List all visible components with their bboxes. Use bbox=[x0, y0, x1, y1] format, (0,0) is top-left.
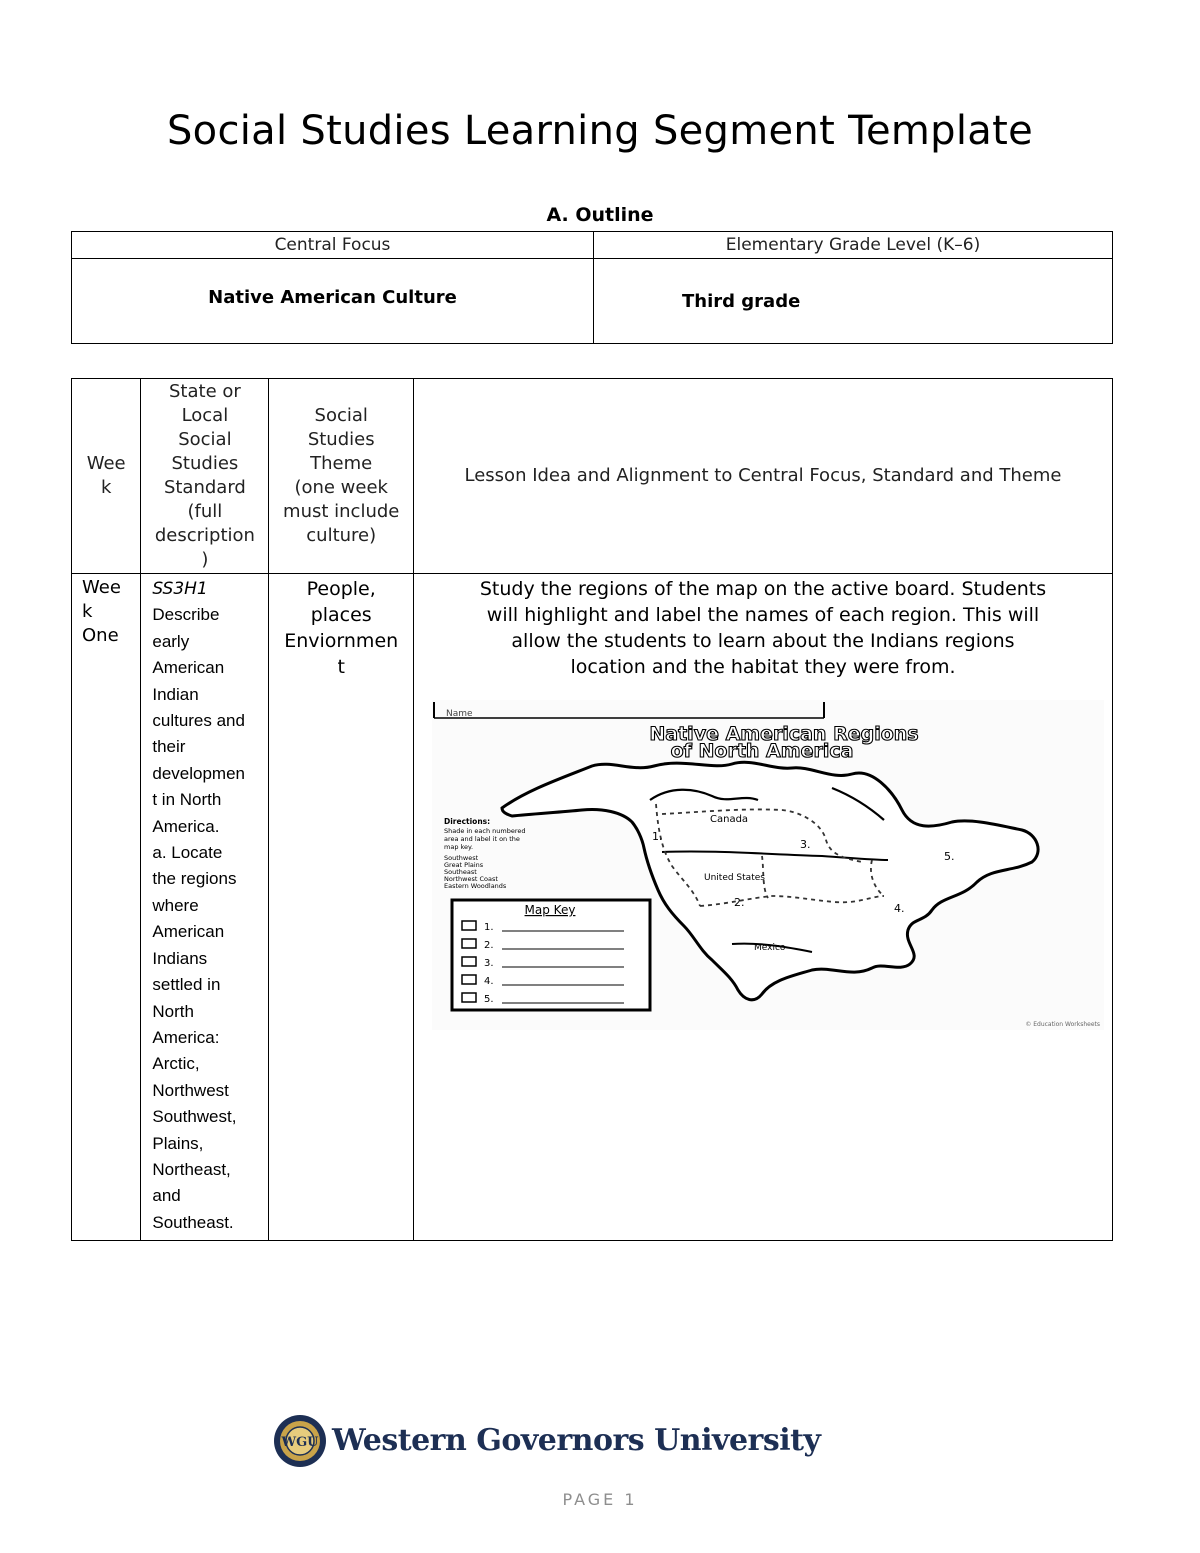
grade-level-value: Third grade bbox=[594, 259, 1113, 344]
week-header bbox=[72, 379, 141, 574]
map-region-name: Great Plains bbox=[444, 861, 484, 869]
standard-line: Northwest bbox=[152, 1080, 229, 1100]
seal-monogram: WGU bbox=[281, 1435, 319, 1450]
lesson-line: allow the students to learn about the Indians regions bbox=[511, 630, 1015, 652]
map-key-item: 2. bbox=[484, 940, 494, 951]
standard-header-line: Local bbox=[181, 405, 229, 426]
standard-line: American bbox=[152, 658, 225, 678]
lesson-header: Lesson Idea and Alignment to Central Focus, Standard and Theme bbox=[414, 379, 1113, 574]
standard-description bbox=[152, 602, 264, 1236]
standard-line: Indian bbox=[152, 684, 199, 704]
map-key-item: 4. bbox=[484, 976, 494, 987]
standard-line: the regions bbox=[152, 869, 237, 889]
region-number: 4. bbox=[894, 902, 905, 915]
map-credit: © Education Worksheets bbox=[1025, 1021, 1100, 1028]
week-cell-line: k bbox=[82, 601, 93, 622]
standard-line: Northeast, bbox=[152, 1159, 231, 1179]
standard-header-line: Standard bbox=[163, 477, 246, 498]
map-name-label: Name bbox=[446, 709, 473, 719]
learning-segment-table bbox=[71, 378, 1113, 1241]
section-heading: A. Outline bbox=[546, 204, 654, 226]
university-logo bbox=[272, 1413, 892, 1473]
standard-line: America. bbox=[152, 816, 220, 836]
map-region-name: Southwest bbox=[444, 854, 479, 862]
standard-line: cultures and bbox=[152, 711, 245, 731]
standard-header-line: description bbox=[154, 525, 255, 546]
map-key-item: 5. bbox=[484, 994, 494, 1005]
standard-header-line: State or bbox=[169, 381, 241, 402]
standard-line: Indians bbox=[152, 948, 208, 968]
theme-header-line: must include bbox=[283, 501, 400, 522]
page-number: PAGE 1 bbox=[562, 1490, 638, 1509]
standard-line: Southeast. bbox=[152, 1212, 234, 1232]
theme-header-line: (one week bbox=[294, 477, 388, 498]
lesson-line: Study the regions of the map on the active board. Students bbox=[479, 578, 1047, 600]
country-label-usa: United States bbox=[704, 873, 765, 883]
map-region-name: Northwest Coast bbox=[444, 875, 498, 883]
standard-line: settled in bbox=[152, 975, 221, 995]
standard-line: America: bbox=[152, 1027, 220, 1047]
standard-line: Southwest, bbox=[152, 1107, 237, 1127]
standard-line: developmen bbox=[152, 763, 245, 783]
region-number: 5. bbox=[944, 850, 955, 863]
map-region-name: Southeast bbox=[444, 868, 477, 876]
map-directions-line: map key. bbox=[444, 843, 474, 851]
map-region-name: Eastern Woodlands bbox=[444, 882, 507, 890]
theme-header-line: Studies bbox=[307, 429, 375, 450]
university-seal-icon bbox=[272, 1413, 328, 1469]
map-directions-line: area and label it on the bbox=[444, 835, 520, 843]
university-wordmark: Western Governors University bbox=[332, 1423, 821, 1458]
map-directions-line: Shade in each numbered bbox=[444, 827, 526, 835]
map-key-item: 3. bbox=[484, 958, 494, 969]
theme-header bbox=[269, 379, 414, 574]
theme-line: Enviornmen bbox=[284, 630, 399, 652]
standard-code: SS3H1 bbox=[152, 579, 208, 599]
country-label-mexico: Mexico bbox=[754, 943, 786, 953]
standard-line: Arctic, bbox=[152, 1054, 200, 1074]
standard-header-line: ) bbox=[201, 549, 209, 570]
theme-line: People, bbox=[306, 578, 376, 600]
lesson-cell bbox=[414, 574, 1113, 1241]
page-title: Social Studies Learning Segment Template bbox=[166, 108, 1033, 154]
region-number: 3. bbox=[800, 838, 811, 851]
week-cell-line: One bbox=[82, 625, 119, 646]
standard-line: early bbox=[152, 631, 190, 651]
standard-header bbox=[141, 379, 269, 574]
standard-line: American bbox=[152, 922, 225, 942]
map-worksheet-image bbox=[432, 700, 1104, 1030]
central-focus-value: Native American Culture bbox=[72, 259, 594, 344]
standard-line: Plains, bbox=[152, 1133, 204, 1153]
map-title-line: of North America bbox=[670, 740, 854, 762]
grade-level-header: Elementary Grade Level (K–6) bbox=[594, 232, 1113, 259]
week-header-line: Wee bbox=[86, 453, 126, 474]
standard-header-line: (full bbox=[187, 501, 223, 522]
week-cell-line: Wee bbox=[82, 577, 121, 598]
standard-line: a. Locate bbox=[152, 843, 223, 863]
region-number: 2. bbox=[734, 896, 745, 909]
standard-line: their bbox=[152, 737, 186, 757]
map-key-title: Map Key bbox=[524, 903, 576, 917]
standard-line: where bbox=[152, 895, 199, 915]
lesson-line: will highlight and label the names of each region. This will bbox=[486, 604, 1040, 626]
standard-line: Describe bbox=[152, 605, 220, 625]
map-title-line: Native American Regions bbox=[649, 723, 919, 745]
theme-cell bbox=[269, 574, 414, 1241]
theme-header-line: Social bbox=[314, 405, 368, 426]
region-number: 1. bbox=[652, 830, 663, 843]
central-focus-header: Central Focus bbox=[72, 232, 594, 259]
theme-header-line: culture) bbox=[306, 525, 377, 546]
lesson-line: location and the habitat they were from. bbox=[570, 656, 956, 678]
theme-header-line: Theme bbox=[310, 453, 373, 474]
map-key-item: 1. bbox=[484, 922, 494, 933]
standard-cell bbox=[141, 574, 269, 1241]
theme-line: places bbox=[310, 604, 372, 626]
country-label-canada: Canada bbox=[710, 814, 749, 825]
week-cell bbox=[72, 574, 141, 1241]
map-worksheet-svg bbox=[432, 700, 1104, 1030]
standard-header-line: Social bbox=[178, 429, 232, 450]
standard-line: North bbox=[152, 1001, 194, 1021]
map-directions-heading: Directions: bbox=[444, 817, 491, 826]
outline-table bbox=[71, 231, 1113, 344]
standard-line: t in North bbox=[152, 790, 222, 810]
standard-header-line: Studies bbox=[171, 453, 239, 474]
standard-line: and bbox=[152, 1186, 181, 1206]
theme-line: t bbox=[337, 656, 345, 678]
week-header-line: k bbox=[100, 477, 112, 498]
